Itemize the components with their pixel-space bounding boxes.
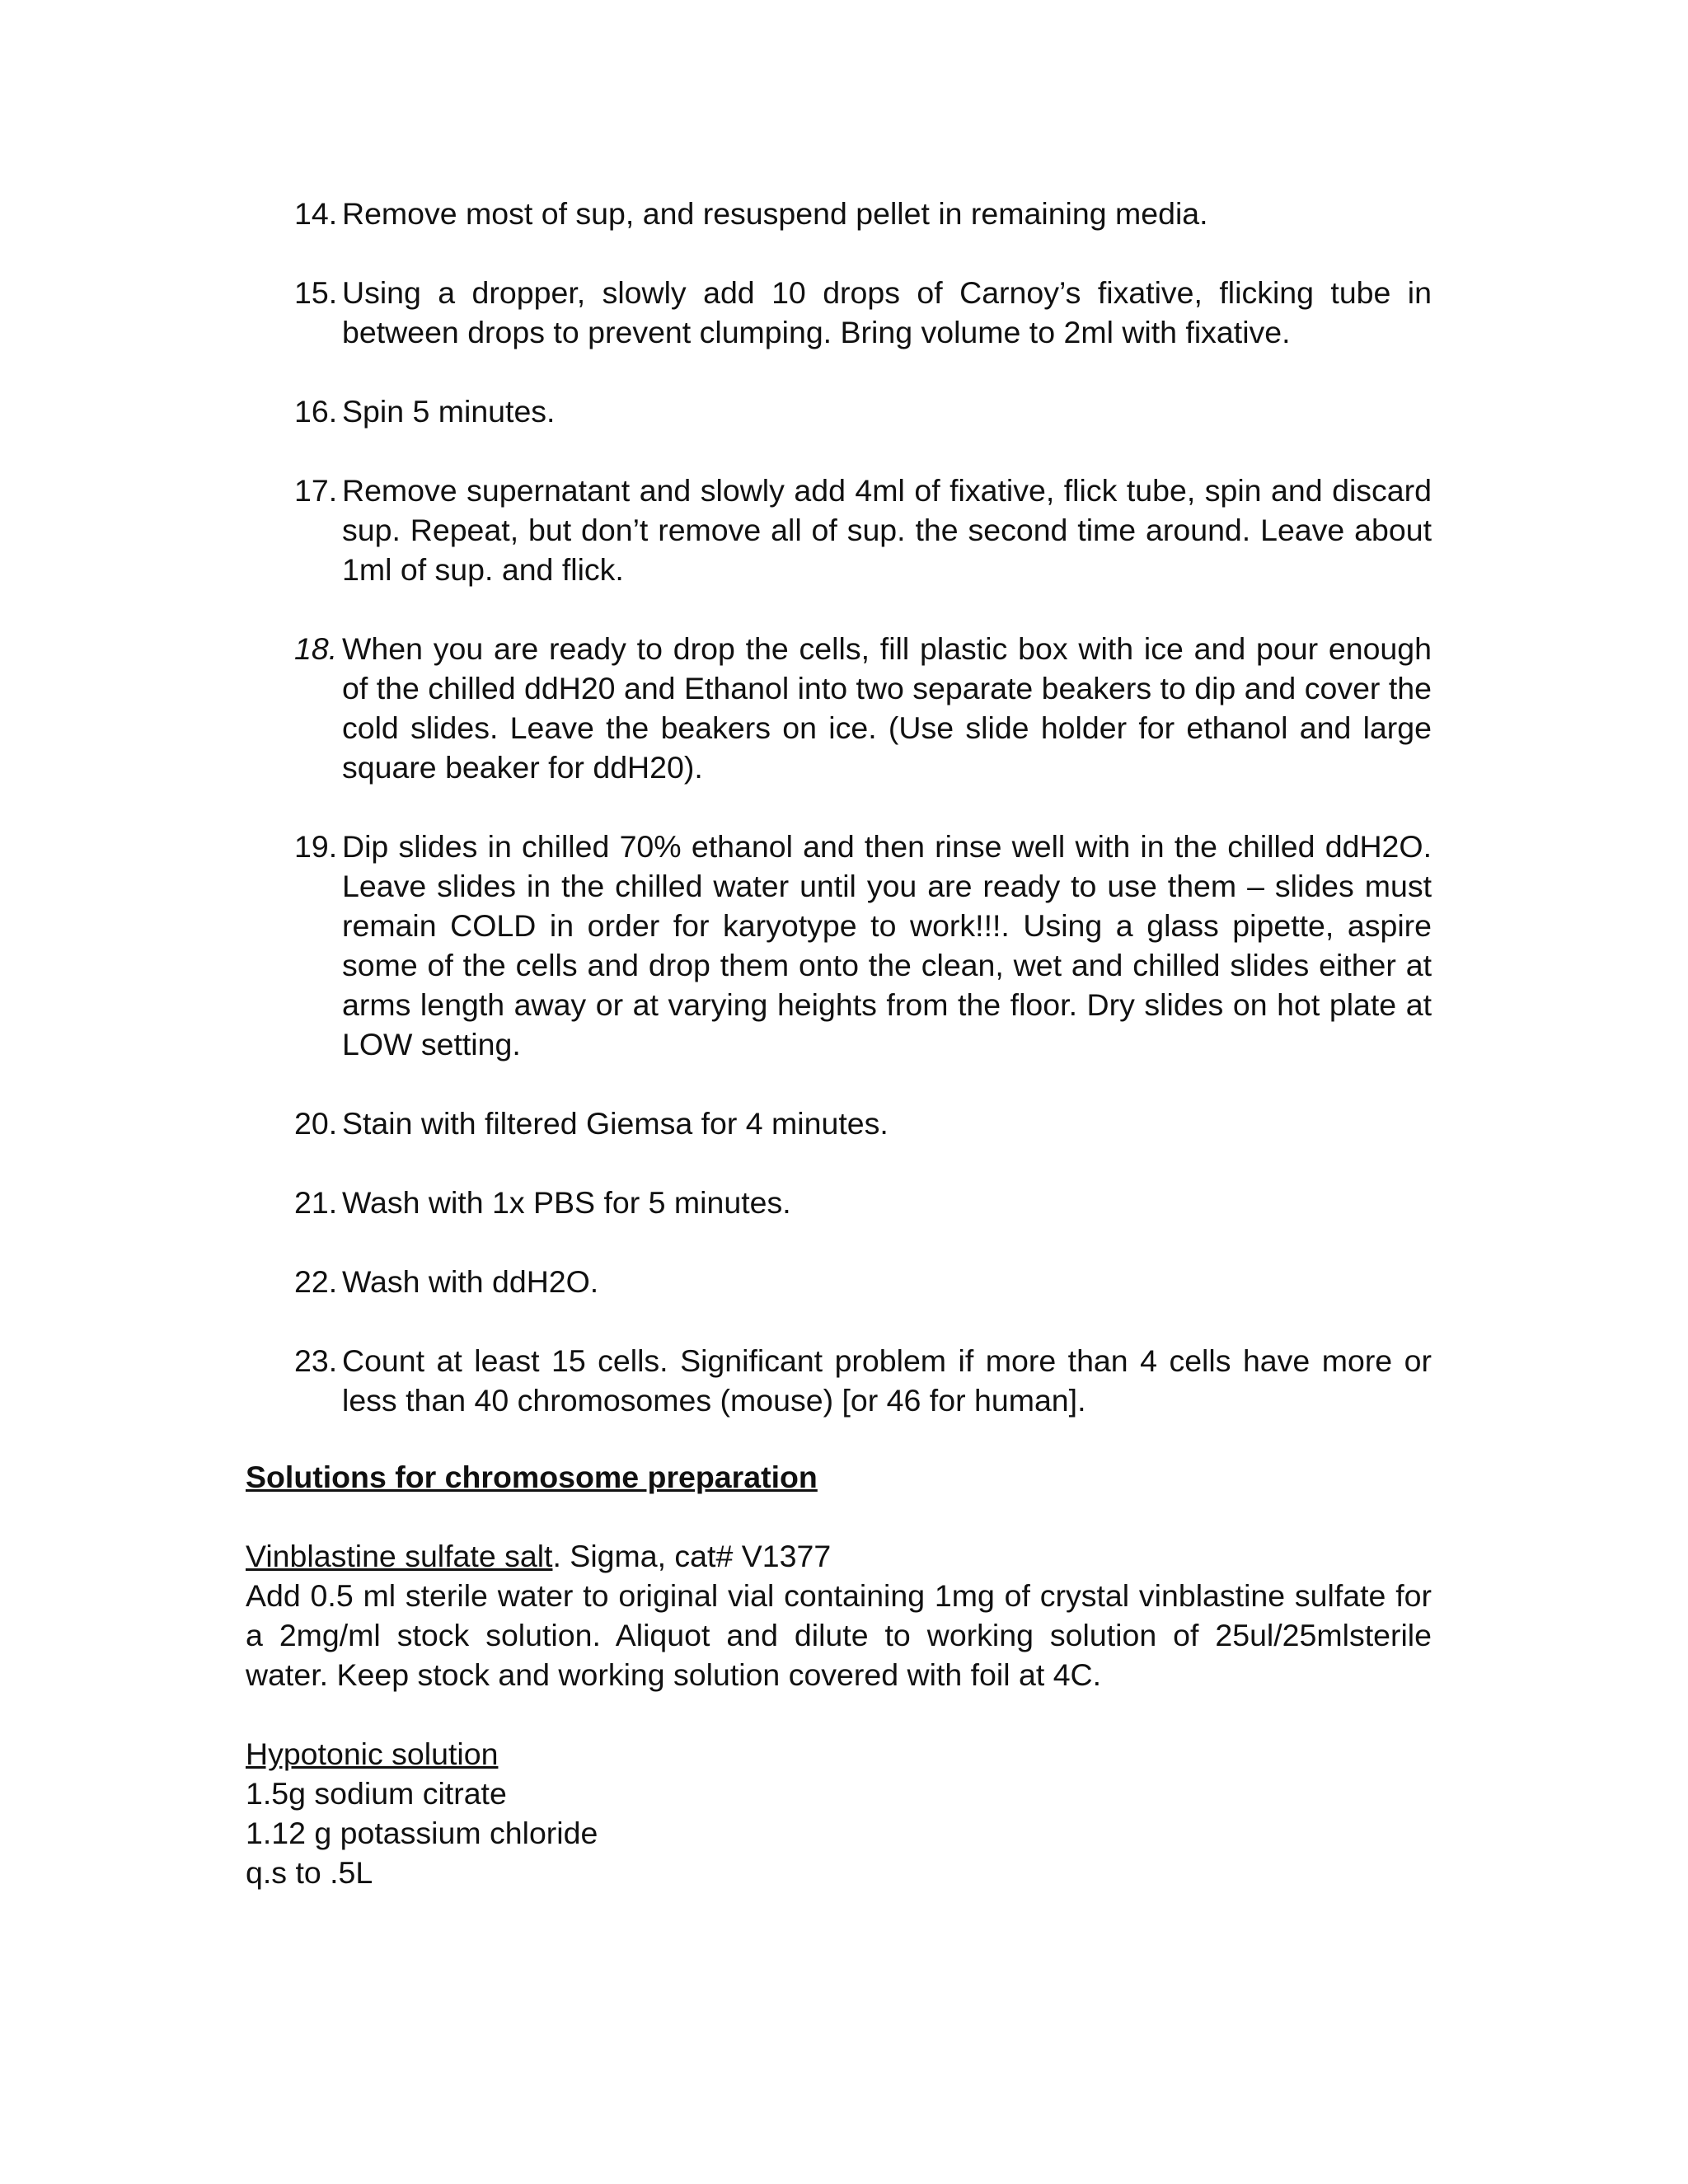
step-21 (294, 1183, 1432, 1222)
step-number: 23. (294, 1343, 338, 1378)
step-text: Wash with ddH2O. (342, 1264, 599, 1299)
vinblastine-instructions: Add 0.5 ml sterile water to original vial containing 1mg of crystal vinblastine sulfate for a 2mg/ml stock solution. Aliquot and dilute to working solution of 25ul/25mlsterile water. Keep stock and working solution covered with foil at 4C. (246, 1578, 1432, 1692)
step-17 (294, 471, 1432, 589)
step-text: Wash with 1x PBS for 5 minutes. (342, 1185, 791, 1220)
step-18 (294, 629, 1432, 787)
step-text: Remove most of sup, and resuspend pellet in remaining media. (342, 196, 1208, 231)
step-text: When you are ready to drop the cells, fill plastic box with ice and pour enough of the chilled ddH20 and Ethanol into two separate beakers to dip and cover the cold slides. Leave the beakers on ice. (Use slide holder for ethanol and large square beaker for ddH20). (342, 631, 1432, 785)
step-number: 14. (294, 196, 338, 231)
step-number: 20. (294, 1106, 338, 1141)
step-number: 19. (294, 829, 338, 864)
step-14 (294, 194, 1432, 233)
step-text: Remove supernatant and slowly add 4ml of fixative, flick tube, spin and discard sup. Repeat, but don’t remove all of sup. the second time around. Leave about 1ml of sup. and flick. (342, 473, 1432, 587)
protocol-steps-list (294, 194, 1432, 1460)
solutions-section (246, 1457, 1432, 1932)
hypotonic-ingredient: 1.5g sodium citrate (246, 1776, 507, 1811)
step-text: Using a dropper, slowly add 10 drops of Carnoy’s fixative, flicking tube in between drops to prevent clumping. Bring volume to 2ml with fixative. (342, 275, 1432, 349)
vinblastine-block (246, 1536, 1432, 1694)
vinblastine-title: Vinblastine sulfate salt (246, 1539, 553, 1573)
hypotonic-ingredient: 1.12 g potassium chloride (246, 1816, 598, 1850)
step-number: 22. (294, 1264, 338, 1299)
step-text: Count at least 15 cells. Significant problem if more than 4 cells have more or less than 40 chromosomes (mouse) [or 46 for human]. (342, 1343, 1432, 1418)
step-number: 17. (294, 473, 338, 508)
step-number: 18. (294, 631, 338, 666)
step-19 (294, 827, 1432, 1064)
step-22 (294, 1262, 1432, 1301)
step-20 (294, 1104, 1432, 1143)
step-text: Stain with filtered Giemsa for 4 minutes. (342, 1106, 889, 1141)
step-text: Spin 5 minutes. (342, 394, 556, 429)
hypotonic-title: Hypotonic solution (246, 1736, 499, 1771)
vinblastine-header (246, 1536, 1432, 1576)
step-text: Dip slides in chilled 70% ethanol and then rinse well with in the chilled ddH2O. Leave slides in the chilled water until you are ready to use them – slides must remain COLD in order for karyotype to work!!!. Using a glass pipette, aspire some of the cells and drop them onto the clean, wet and chilled slides either at arms length away or at varying heights from the floor. Dry slides on hot plate at LOW setting. (342, 829, 1432, 1062)
step-number: 16. (294, 394, 338, 429)
step-23 (294, 1341, 1432, 1420)
vinblastine-source: . Sigma, cat# V1377 (552, 1539, 832, 1573)
hypotonic-block (246, 1734, 1432, 1892)
step-15 (294, 273, 1432, 352)
section-heading: Solutions for chromosome preparation (246, 1460, 818, 1494)
step-number: 21. (294, 1185, 338, 1220)
step-16 (294, 391, 1432, 431)
hypotonic-volume: q.s to .5L (246, 1855, 373, 1890)
step-number: 15. (294, 275, 338, 310)
